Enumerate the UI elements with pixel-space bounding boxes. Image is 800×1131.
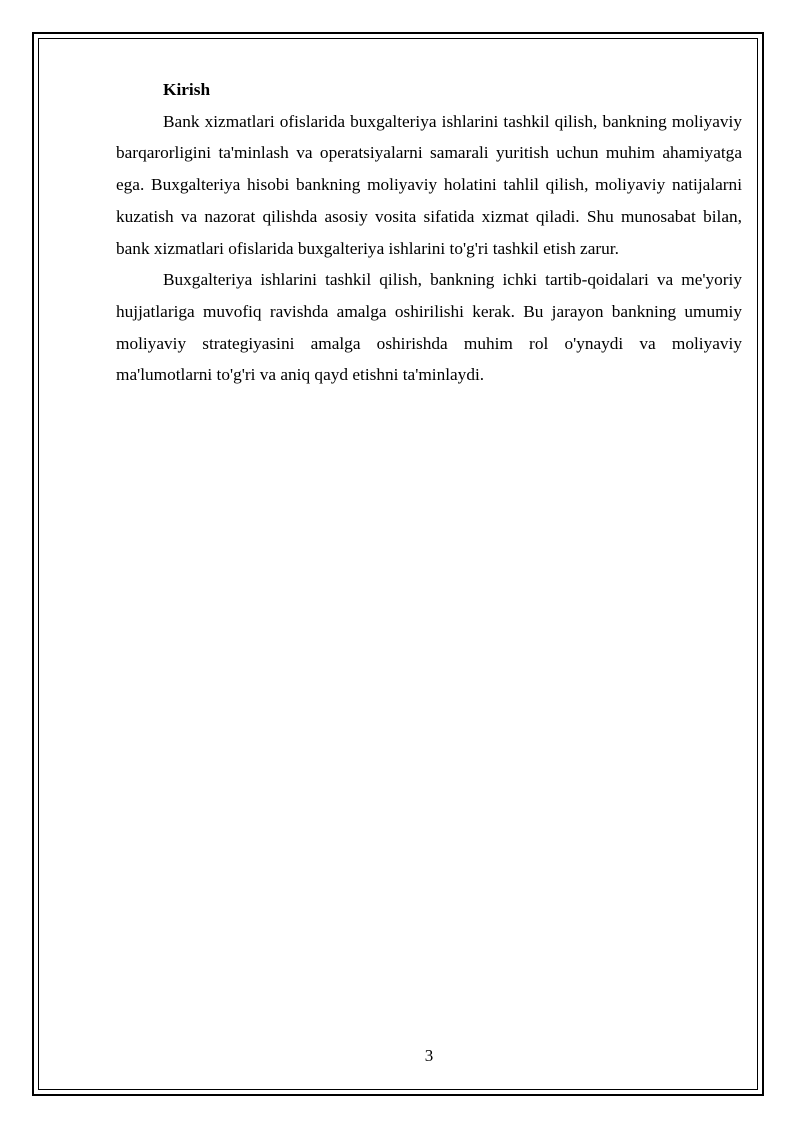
document-body (116, 74, 742, 391)
paragraph: Buxgalteriya ishlarini tashkil qilish, bankning ichki tartib-qoidalari va me'yoriy hujjatlariga muvofiq ravishda amalga oshirilishi kerak. Bu jarayon bankning umumiy moliyaviy strategiyasini amalga oshirishda muhim rol o'ynaydi va moliyaviy ma'lumotlarni to'g'ri va aniq qayd etishni ta'minlaydi. (116, 270, 742, 385)
paragraph: Bank xizmatlari ofislarida buxgalteriya ishlarini tashkil qilish, bankning moliyaviy barqarorligini ta'minlash va operatsiyalarni samarali yuritish uchun muhim ahamiyatga ega. Buxgalteriya hisobi bankning moliyaviy holatini tahlil qilish, moliyaviy natijalarni kuzatish va nazorat qilishda asosiy vosita sifatida xizmat qiladi. Shu munosabat bilan, bank xizmatlari ofislarida buxgalteriya ishlarini to'g'ri tashkil etish zarur. (116, 111, 742, 258)
section-heading: Kirish (163, 80, 211, 99)
page-number: 3 (424, 1046, 434, 1065)
